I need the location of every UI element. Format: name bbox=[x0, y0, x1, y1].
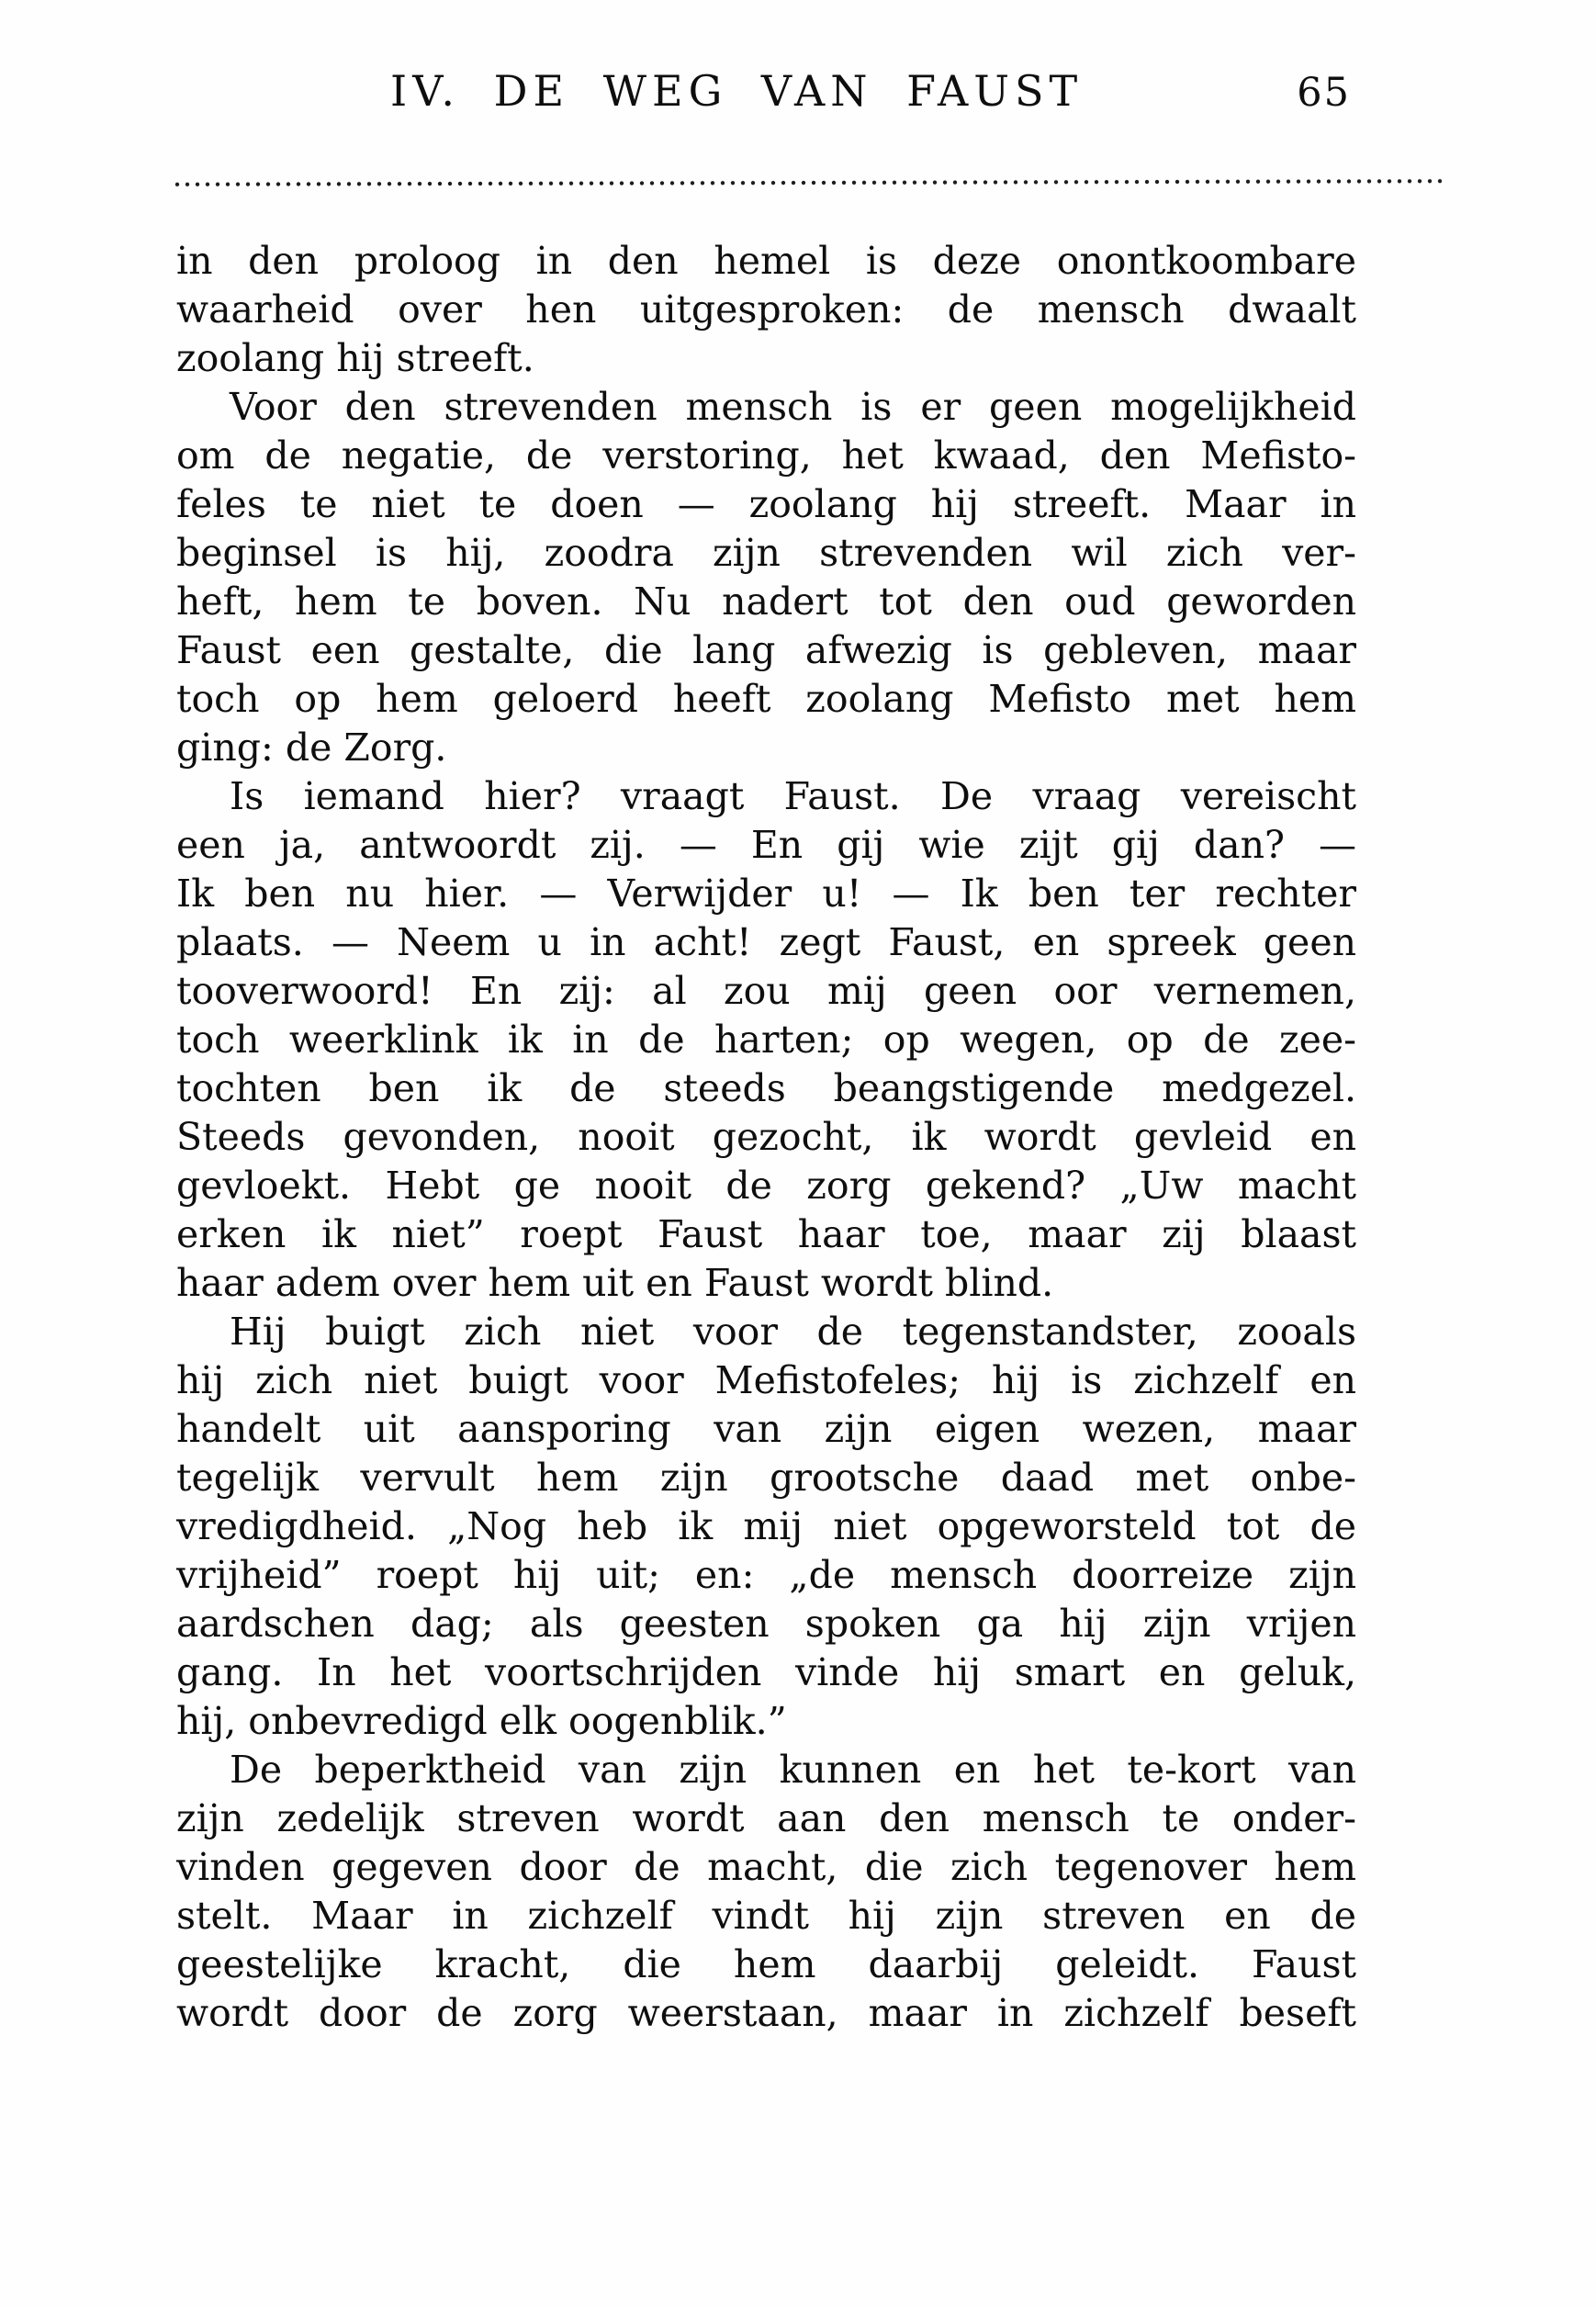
text-line: Steeds gevonden, nooit gezocht, ik wordt gevleid en bbox=[176, 1115, 1356, 1159]
text-line: zoolang hij streeft. bbox=[176, 336, 534, 380]
text-line: Faust een gestalte, die lang afwezig is gebleven, maar bbox=[176, 628, 1356, 672]
text-line: wordt door de zorg weerstaan, maar in zichzelf beseft bbox=[176, 1991, 1356, 2035]
text-line: toch op hem geloerd heeft zoolang Mefisto met hem bbox=[176, 677, 1356, 721]
text-line: geestelijke kracht, die hem daarbij geleidt. Faust bbox=[176, 1942, 1356, 1986]
text-line: tegelijk vervult hem zijn grootsche daad met onbe- bbox=[176, 1456, 1356, 1500]
text-line: heft, hem te boven. Nu nadert tot den oud geworden bbox=[176, 579, 1356, 624]
body-text bbox=[176, 237, 1356, 2038]
running-header bbox=[176, 66, 1356, 116]
text-line: tochten ben ik de steeds beangstigende medgezel. bbox=[176, 1066, 1356, 1110]
text-line: vrijheid” roept hij uit; en: „de mensch doorreize zijn bbox=[176, 1553, 1356, 1597]
text-line: hij zich niet buigt voor Mefistofeles; hij is zichzelf en bbox=[176, 1358, 1356, 1402]
paragraph bbox=[176, 772, 1356, 1308]
paragraph bbox=[176, 237, 1356, 383]
text-line: om de negatie, de verstoring, het kwaad, den Mefisto- bbox=[176, 433, 1356, 478]
text-line: Hij buigt zich niet voor de tegenstandster, zooals bbox=[230, 1310, 1356, 1354]
text-line: aardschen dag; als geesten spoken ga hij zijn vrijen bbox=[176, 1602, 1356, 1646]
chapter-title: IV. DE WEG VAN FAUST bbox=[390, 66, 1084, 116]
text-line: haar adem over hem uit en Faust wordt blind. bbox=[176, 1261, 1054, 1305]
text-line: hij, onbevredigd elk oogenblik.” bbox=[176, 1699, 787, 1743]
paragraph bbox=[176, 383, 1356, 772]
text-line: Ik ben nu hier. — Verwijder u! — Ik ben ter rechter bbox=[176, 872, 1356, 916]
text-line: toch weerklink ik in de harten; op wegen, op de zee- bbox=[176, 1018, 1356, 1062]
text-line: ging: de Zorg. bbox=[176, 726, 447, 770]
text-line: vredigdheid. „Nog heb ik mij niet opgeworsteld tot de bbox=[176, 1504, 1356, 1548]
text-line: Voor den strevenden mensch is er geen mogelijkheid bbox=[230, 385, 1356, 429]
paragraph bbox=[176, 1746, 1356, 2038]
text-line: vinden gegeven door de macht, die zich tegenover hem bbox=[176, 1845, 1356, 1889]
text-line: een ja, antwoordt zij. — En gij wie zijt gij dan? — bbox=[176, 823, 1356, 867]
page-number: 65 bbox=[1297, 70, 1351, 116]
text-line: plaats. — Neem u in acht! zegt Faust, en spreek geen bbox=[176, 920, 1356, 964]
text-line: Is iemand hier? vraagt Faust. De vraag vereischt bbox=[230, 774, 1356, 818]
text-line: De beperktheid van zijn kunnen en het te-kort van bbox=[230, 1748, 1356, 1792]
text-line: zijn zedelijk streven wordt aan den mensch te onder- bbox=[176, 1796, 1356, 1840]
dotted-rule bbox=[174, 178, 1442, 187]
text-line: tooverwoord! En zij: al zou mij geen oor vernemen, bbox=[176, 969, 1356, 1013]
text-line: feles te niet te doen — zoolang hij streeft. Maar in bbox=[176, 482, 1356, 526]
text-line: gevloekt. Hebt ge nooit de zorg gekend? „Uw macht bbox=[176, 1164, 1356, 1208]
text-line: gang. In het voortschrijden vinde hij smart en geluk, bbox=[176, 1650, 1356, 1694]
text-line: handelt uit aansporing van zijn eigen wezen, maar bbox=[176, 1407, 1356, 1451]
paragraph bbox=[176, 1308, 1356, 1746]
text-line: in den proloog in den hemel is deze onontkoombare bbox=[176, 239, 1356, 283]
text-line: waarheid over hen uitgesproken: de mensch dwaalt bbox=[176, 287, 1356, 332]
text-line: beginsel is hij, zoodra zijn strevenden wil zich ver- bbox=[176, 531, 1356, 575]
text-line: erken ik niet” roept Faust haar toe, maar zij blaast bbox=[176, 1212, 1356, 1256]
text-line: stelt. Maar in zichzelf vindt hij zijn streven en de bbox=[176, 1894, 1356, 1938]
